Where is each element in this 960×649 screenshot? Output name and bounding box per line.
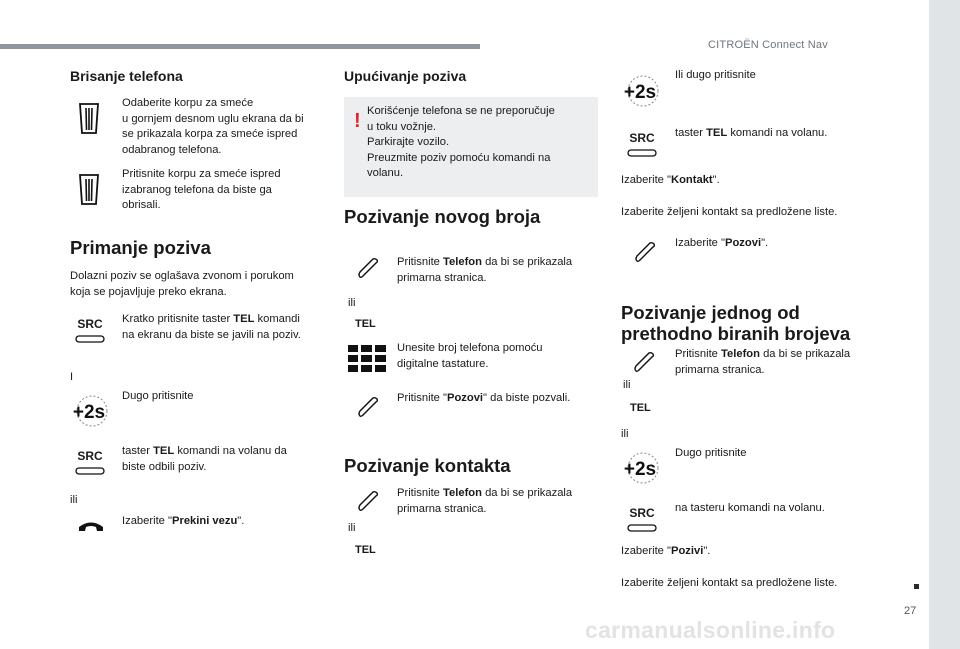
button-outline-icon [70, 334, 110, 344]
step-text: Unesite broj telefona pomoću [397, 342, 543, 354]
key-label: Kontakt [671, 174, 713, 186]
step-text: ". [237, 515, 245, 527]
button-outline-icon [622, 148, 662, 158]
step-text: Dugo pritisnite [675, 447, 747, 459]
intro-text: koja se pojavljuje preko ekrana. [70, 285, 227, 298]
heading-primanje: Primanje poziva [70, 237, 211, 258]
heading-jednog: Pozivanje jednog od [621, 302, 800, 323]
tel-button-label: TEL [630, 402, 651, 414]
step-text: Izaberite željeni kontakt sa predložene liste. [621, 577, 838, 589]
phone-icon [633, 240, 657, 264]
running-title: CITROËN Connect Nav [708, 39, 828, 51]
button-outline-icon [70, 466, 110, 476]
phone-icon [356, 395, 380, 419]
src-label: SRC [629, 506, 655, 520]
step-text: digitalne tastature. [397, 357, 489, 370]
step-text: komandi na volanu. [727, 127, 828, 139]
tel-key: TEL [706, 127, 728, 139]
hang-up-icon [78, 518, 104, 534]
step-text: da bi se prikazala [481, 256, 573, 268]
src-button-icon [622, 506, 662, 538]
or-label: ili [348, 297, 356, 309]
warning-text: Parkirajte vozilo. [367, 136, 450, 148]
step-text: na tasteru komandi na volanu. [675, 502, 825, 514]
button-outline-icon [622, 523, 662, 533]
step-text: Pritisnite [397, 487, 444, 499]
src-label: SRC [77, 449, 103, 463]
step-text: da bi se prikazala [759, 348, 851, 360]
watermark: carmanualsonline.info [585, 617, 836, 643]
warning-icon: ! [354, 110, 361, 132]
step-text: komandi [254, 313, 300, 325]
step-text: ". [712, 174, 720, 186]
step-text: Dugo pritisnite [122, 390, 194, 402]
step-text: " da biste pozvali. [483, 392, 571, 404]
src-button-icon [70, 449, 110, 481]
src-button-icon [70, 317, 110, 349]
step-text: se prikazala korpa za smeće ispred [122, 128, 298, 140]
step-text: obrisali. [122, 199, 161, 211]
step-text: Pritisnite " [397, 392, 447, 404]
tel-button-label: TEL [355, 318, 376, 330]
heading-upucivanje: Upućivanje poziva [344, 68, 467, 84]
phone-icon [356, 489, 380, 513]
step-text: da bi se prikazala [481, 487, 573, 499]
step-text: Izaberite " [621, 545, 671, 557]
step-text: primarna stranica. [397, 502, 487, 515]
page-number: 27 [904, 605, 917, 617]
key-label: Telefon [443, 256, 482, 268]
heading-kontakta: Pozivanje kontakta [344, 455, 511, 476]
step-text: Pritisnite korpu za smeće ispred [122, 168, 281, 180]
hold-label: +2s [623, 82, 657, 103]
tel-key: TEL [153, 445, 175, 457]
phone-icon [632, 350, 656, 374]
heading-brisanje: Brisanje telefona [70, 68, 183, 84]
step-text: primarna stranica. [397, 271, 487, 284]
src-label: SRC [629, 131, 655, 145]
tel-key: TEL [233, 313, 255, 325]
or-label: ili [348, 522, 356, 534]
step-text: Izaberite " [122, 515, 172, 527]
step-text: komandi na volanu da [174, 445, 287, 457]
or-label: ili [621, 428, 629, 440]
step-text: izabranog telefona da biste ga [122, 183, 272, 196]
warning-text: Korišćenje telefona se ne preporučuje [367, 105, 555, 117]
warning-text: u toku vožnje. [367, 120, 437, 133]
or-label: ili [70, 494, 78, 506]
warning-text: volanu. [367, 167, 404, 179]
key-label: Pozovi [725, 237, 762, 249]
header-rule [0, 44, 480, 49]
key-label: Telefon [721, 348, 760, 360]
keypad-icon [348, 345, 386, 373]
step-text: Izaberite željeni kontakt sa predložene liste. [621, 206, 838, 218]
step-text: na ekranu da biste se javili na poziv. [122, 328, 301, 341]
step-text: odabranog telefona. [122, 143, 222, 156]
hold-label: +2s [623, 459, 657, 480]
step-text: primarna stranica. [675, 363, 765, 376]
step-text: taster [675, 127, 707, 139]
long-press-icon [68, 393, 110, 429]
step-text: Izaberite " [621, 174, 671, 186]
step-text: ". [703, 545, 711, 557]
continuation-marker [914, 584, 919, 589]
warning-text: Preuzmite poziv pomoću komandi na [367, 151, 551, 164]
key-label: Pozivi [671, 545, 704, 557]
step-text: biste odbili poziv. [122, 460, 207, 473]
src-label: SRC [77, 317, 103, 331]
step-text: taster [122, 445, 154, 457]
key-label: Pozovi [446, 392, 484, 404]
step-text: Odaberite korpu za smeće [122, 97, 254, 109]
or-label: I [70, 371, 74, 383]
long-press-icon [619, 450, 661, 486]
intro-text: Dolazni poziv se oglašava zvonom i porukom [70, 270, 294, 282]
src-button-icon [622, 131, 662, 163]
step-text: Pritisnite [675, 348, 722, 360]
hold-label: +2s [72, 402, 106, 423]
side-strip [929, 0, 960, 649]
heading-novog: Pozivanje novog broja [344, 206, 541, 227]
step-text: ". [761, 237, 769, 249]
heading-jednog: prethodno biranih brojeva [621, 323, 851, 344]
phone-icon [356, 256, 380, 280]
step-text: Izaberite " [675, 237, 725, 249]
key-label: Telefon [443, 487, 482, 499]
tel-button-label: TEL [355, 544, 376, 556]
step-text: u gornjem desnom uglu ekrana da bi [122, 112, 304, 125]
step-text: Ili dugo pritisnite [675, 69, 756, 81]
step-text: Pritisnite [397, 256, 444, 268]
step-text: Kratko pritisnite taster [122, 313, 234, 325]
long-press-icon [619, 73, 661, 109]
trash-icon [79, 100, 99, 134]
trash-icon [79, 171, 99, 205]
or-label: ili [623, 379, 631, 391]
key-label: Prekini vezu [172, 515, 238, 527]
